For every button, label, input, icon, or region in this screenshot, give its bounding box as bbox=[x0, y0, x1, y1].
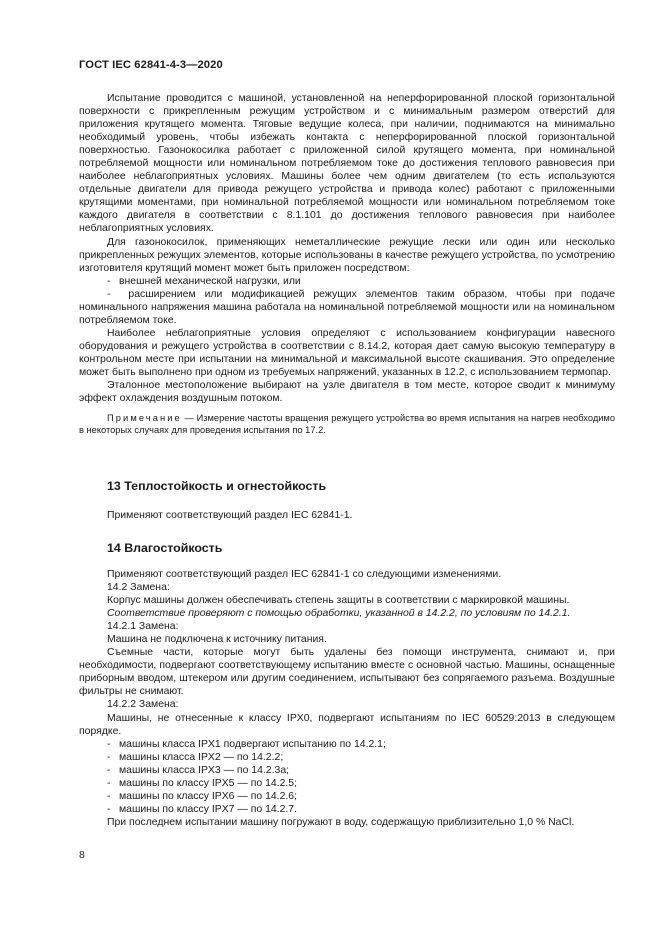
section-13-body bbox=[79, 509, 615, 522]
paragraph: 14.2.1 Замена: bbox=[107, 621, 179, 633]
list-item: - машины класса IPX3 — по 14.2.3a; bbox=[107, 764, 290, 776]
paragraph: Эталонное местоположение выбирают на узле двигателя в том месте, которое сводит к минимуму эффект охлаждения воздушным потоком. bbox=[79, 380, 615, 405]
paragraph: Применяют соответствующий раздел IEC 62841-1 со следующими изменениями. bbox=[107, 569, 502, 580]
test-procedure-block bbox=[79, 92, 615, 437]
list-item: - машины по классу IPX7 — по 14.2.7. bbox=[107, 803, 297, 815]
note: Примечание — Измерение частоты вращения режущего устройства во время испытания на нагрев необходимо в некоторых случаях для проведения испытания по 17.2. bbox=[79, 413, 615, 436]
compliance-statement: Соответствие проверяют с помощью обработки, указанной в 14.2.2, по условиям по 14.2.1. bbox=[107, 608, 571, 620]
paragraph: Съемные части, которые могут быть удалены без помощи инструмента, снимают и, при необходимости, подвергают соответствующему испытанию вместе с основной частью. Машины, оснащенные приборным вводом, штекером или другим соединением, испытывают без сопрягаемого разъема. Воздушные фильтры не снимают. bbox=[79, 647, 615, 698]
document-header: ГОСТ IEC 62841-4-3—2020 bbox=[79, 59, 223, 71]
list-item: - внешней механической нагрузки, или bbox=[107, 275, 301, 287]
note-label: Примечание bbox=[107, 413, 182, 424]
list-item: - машины по классу IPX6 — по 14.2.6; bbox=[107, 790, 297, 802]
paragraph: 14.2.2 Замена: bbox=[107, 699, 179, 711]
paragraph: Машина не подключена к источнику питания. bbox=[107, 634, 327, 646]
paragraph: Корпус машины должен обеспечивать степень защиты в соответствии с маркировкой машины. bbox=[107, 595, 570, 607]
list-item: - расширением или модификацией режущих элементов таким образом, чтобы при подаче номинального напряжения машина работала на номинальной потребляемой мощности или на номинальном потребляемом токе. bbox=[79, 288, 615, 326]
page-number: 8 bbox=[79, 849, 85, 861]
section-14-body bbox=[79, 568, 615, 829]
section-14-heading: 14 Влагостойкость bbox=[107, 541, 223, 555]
paragraph: Испытание проводится с машиной, установленной на неперфорированной плоской горизонтальной поверхности с прикрепленным режущим устройством и с минимальным размером отверстий для приложения крутящего момента. Тяговые ведущие колеса, при наличии, поднимаются на минимально необходимый уровень, чтобы избежать контакта с неперфорированной плоской горизонтальной поверхностью. Газонокосилка работает с приложенной силой крутящего момента, при номинальной потребляемой мощности или номинальном потребляемом токе до достижения теплового равновесия при наиболее неблагоприятных условиях. Машины более чем одним двигателем (то есть используются отдельные двигатели для привода режущего устройства и привода колес) работают с приложенными крутящими моментами, при номинальной потребляемой мощности или номинальном потребляемом токе каждого двигателя в соответствии с 8.1.101 до достижения теплового равновесия при наиболее неблагоприятных условиях. bbox=[79, 93, 615, 235]
section-13-heading: 13 Теплостойкость и огнестойкость bbox=[107, 479, 327, 493]
list-item: - машины класса IPX1 подвергают испытанию по 14.2.1; bbox=[107, 738, 386, 750]
paragraph: Наиболее неблагоприятные условия определяют с использованием конфигурации навесного оборудования и режущего устройства в соответствии с 8.14.2, которая дает самую высокую температуру в контрольном месте при испытании на минимальной и максимальной высоте скашивания. Это определение может быть выполнено при одном из требуемых напряжений, указанных в 12.2, с использованием термопар. bbox=[79, 327, 615, 378]
paragraph: При последнем испытании машину погружают в воду, содержащую приблизительно 1,0 % NaCl. bbox=[107, 816, 575, 828]
paragraph: 14.2 Замена: bbox=[107, 582, 170, 594]
list-item: - машины по классу IPX5 — по 14.2.5; bbox=[107, 777, 297, 789]
list-item: - машины класса IPX2 — по 14.2.2; bbox=[107, 751, 284, 763]
paragraph: Машины, не отнесенные к классу IPX0, подвергают испытаниям по IEC 60529:2013 в следующем порядке. bbox=[79, 712, 615, 737]
paragraph: Применяют соответствующий раздел IEC 62841-1. bbox=[107, 510, 353, 521]
paragraph: Для газонокосилок, применяющих неметаллические режущие лески или один или несколько прикрепленных режущих элементов, которые использованы в качестве режущего устройства, по усмотрению изготовителя крутящий момент может быть приложен посредством: bbox=[79, 236, 615, 274]
